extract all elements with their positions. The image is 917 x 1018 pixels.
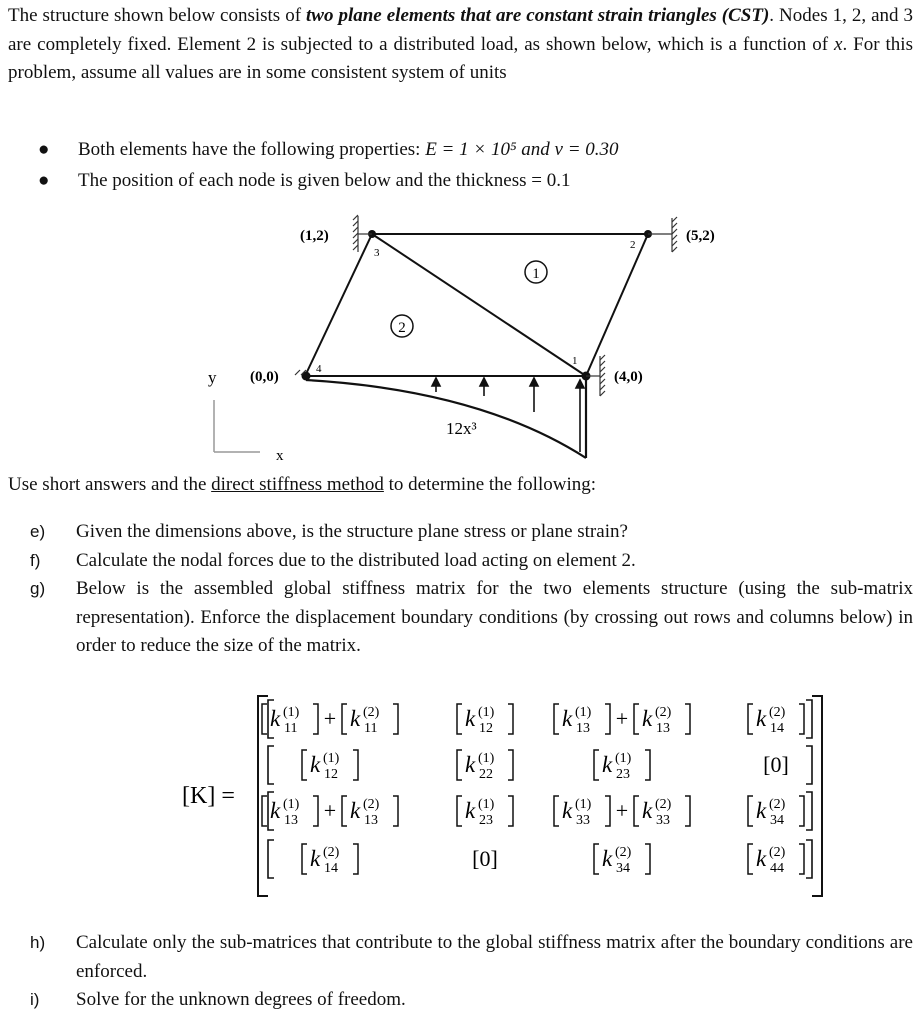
term-right-bracket — [645, 844, 650, 874]
term-right-bracket — [799, 844, 804, 874]
term-left-bracket — [262, 704, 267, 734]
intro-text-1: The structure shown below consists of — [8, 5, 307, 26]
element-2-label: 2 — [398, 320, 406, 336]
edge-diagonal — [372, 234, 586, 376]
term-index-subscript: 12 — [479, 721, 493, 736]
term-element-superscript: (1) — [478, 705, 495, 720]
term-element-superscript: (2) — [363, 797, 380, 812]
term-element-superscript: (2) — [655, 705, 672, 720]
intro-text-3: . For this problem, assume all values are in some consistent system of units — [8, 33, 913, 83]
matrix-cell-r2-c1 — [302, 750, 358, 782]
term-element-superscript: (2) — [615, 845, 632, 860]
matrix-cell-r4-c2 — [472, 846, 498, 871]
term-k-symbol: k — [562, 798, 573, 823]
bullet-thickness: ● The position of each node is given below and the thickness = 0.1 — [38, 165, 619, 196]
term-left-bracket — [457, 704, 462, 734]
load-arrows — [432, 378, 584, 452]
term-left-bracket — [342, 796, 347, 826]
node-4-label: 4 — [316, 363, 322, 375]
term-right-bracket — [353, 750, 358, 780]
term-k-symbol: k — [270, 798, 281, 823]
term-k-symbol: k — [602, 846, 613, 871]
term-index-subscript: 11 — [284, 721, 298, 736]
bullet-dot: ● — [38, 170, 50, 191]
question-e: e) Given the dimensions above, is the structure plane stress or plane strain? — [30, 521, 628, 542]
term-index-subscript: 14 — [770, 721, 784, 736]
term-left-bracket — [302, 750, 307, 780]
matrix-row-left-bracket — [268, 746, 274, 784]
question-g: g) Below is the assembled global stiffness matrix for the two elements structure (using the sub-matrix representation). Enforce the displacement boundary conditions (by crossing out rows and columns below) in order to reduce the size of the matrix. — [30, 578, 913, 656]
term-element-superscript: (2) — [363, 705, 380, 720]
term-left-bracket — [457, 796, 462, 826]
term-left-bracket — [634, 796, 639, 826]
term-k-symbol: k — [310, 752, 321, 777]
question-h: h) Calculate only the sub-matrices that contribute to the global stiffness matrix after the boundary conditions are enforced. — [30, 932, 913, 982]
question-i: i) Solve for the unknown degrees of freedom. — [30, 989, 406, 1010]
term-k-symbol: k — [270, 706, 281, 731]
term-k-symbol: k — [562, 706, 573, 731]
term-index-subscript: 23 — [479, 813, 493, 828]
matrix-cell-r2-c2 — [457, 750, 513, 782]
term-left-bracket — [554, 704, 559, 734]
material-properties-math: E = 1 × 10⁵ and v = 0.30 — [425, 139, 619, 160]
term-right-bracket — [393, 704, 398, 734]
term-k-symbol: k — [756, 706, 767, 731]
matrix-zero-term: [0] — [763, 752, 789, 777]
term-left-bracket — [634, 704, 639, 734]
term-index-subscript: 34 — [770, 813, 784, 828]
matrix-cell-r1-c4 — [748, 704, 804, 736]
matrix-plus-sign: + — [615, 798, 629, 823]
term-right-bracket — [685, 704, 690, 734]
matrix-zero-term: [0] — [472, 846, 498, 871]
matrix-right-bracket — [812, 696, 822, 896]
term-element-superscript: (1) — [575, 797, 592, 812]
edge-right — [586, 234, 648, 376]
questions-part-2 — [30, 929, 913, 1015]
term-element-superscript: (2) — [769, 845, 786, 860]
term-index-subscript: 13 — [364, 813, 378, 828]
term-left-bracket — [748, 704, 753, 734]
bullet-properties: ● Both elements have the following properties: E = 1 × 10⁵ and v = 0.30 — [38, 134, 619, 165]
term-element-superscript: (2) — [769, 705, 786, 720]
term-k-symbol: k — [465, 752, 476, 777]
matrix-cell-r3-c4 — [748, 796, 804, 828]
term-right-bracket — [508, 704, 513, 734]
term-left-bracket — [262, 796, 267, 826]
bullet-dot: ● — [38, 139, 50, 160]
term-k-symbol: k — [756, 798, 767, 823]
intro-bold-text: two plane elements that are constant strain triangles (CST) — [306, 5, 770, 26]
matrix-plus-sign: + — [323, 706, 337, 731]
node-1-label: 1 — [572, 355, 578, 367]
matrix-cell-r3-c1 — [262, 796, 398, 828]
question-f: f) Calculate the nodal forces due to the distributed load acting on element 2. — [30, 549, 636, 571]
matrix-cell-r4-c4 — [748, 844, 804, 876]
term-left-bracket — [748, 844, 753, 874]
matrix-cell-r4-c1 — [302, 844, 358, 876]
term-k-symbol: k — [465, 798, 476, 823]
term-element-superscript: (1) — [283, 705, 300, 720]
term-right-bracket — [508, 796, 513, 826]
matrix-cell-r4-c3 — [594, 844, 650, 876]
matrix-cell-r3-c3 — [554, 796, 690, 828]
term-left-bracket — [748, 796, 753, 826]
term-left-bracket — [594, 844, 599, 874]
element-1-label: 1 — [532, 266, 540, 282]
term-left-bracket — [554, 796, 559, 826]
term-left-bracket — [302, 844, 307, 874]
term-k-symbol: k — [642, 798, 653, 823]
term-right-bracket — [353, 844, 358, 874]
global-stiffness-matrix — [0, 690, 917, 910]
intro-x-var: x — [834, 33, 843, 55]
term-index-subscript: 13 — [576, 721, 590, 736]
term-right-bracket — [508, 750, 513, 780]
term-index-subscript: 12 — [324, 767, 338, 782]
coord-0-0: (0,0) — [250, 369, 279, 385]
term-index-subscript: 13 — [284, 813, 298, 828]
matrix-row-right-bracket — [806, 792, 812, 830]
term-right-bracket — [799, 704, 804, 734]
term-left-bracket — [457, 750, 462, 780]
term-right-bracket — [393, 796, 398, 826]
term-left-bracket — [594, 750, 599, 780]
matrix-cells — [262, 700, 812, 878]
node-3-label: 3 — [374, 247, 380, 259]
edge-left — [306, 234, 372, 374]
term-index-subscript: 22 — [479, 767, 493, 782]
term-k-symbol: k — [602, 752, 613, 777]
load-label: 12x³ — [446, 419, 477, 438]
axis-y-label: y — [208, 368, 217, 387]
term-right-bracket — [605, 796, 610, 826]
matrix-lhs: [K] = — [182, 783, 235, 809]
term-k-symbol: k — [465, 706, 476, 731]
term-k-symbol: k — [642, 706, 653, 731]
term-right-bracket — [313, 704, 318, 734]
coord-4-0: (4,0) — [614, 369, 643, 385]
matrix-cell-r2-c3 — [594, 750, 650, 782]
axis-x-label: x — [276, 448, 284, 464]
questions-part-1 — [30, 518, 913, 661]
term-k-symbol: k — [350, 706, 361, 731]
support-node-2 — [648, 217, 677, 252]
direct-stiffness-method-link: direct stiffness method — [211, 474, 384, 495]
term-element-superscript: (1) — [283, 797, 300, 812]
coord-5-2: (5,2) — [686, 228, 715, 244]
intro-text-2: . Nodes 1, 2, and 3 are completely fixed. Element 2 is subjected to a distributed load, as shown below, which is a function of — [8, 5, 913, 55]
matrix-row-right-bracket — [806, 746, 812, 784]
term-k-symbol: k — [310, 846, 321, 871]
term-element-superscript: (1) — [323, 751, 340, 766]
support-node-3 — [353, 215, 372, 252]
term-index-subscript: 11 — [364, 721, 378, 736]
term-index-subscript: 33 — [656, 813, 670, 828]
matrix-cell-r1-c2 — [457, 704, 513, 736]
term-index-subscript: 14 — [324, 861, 338, 876]
matrix-plus-sign: + — [323, 798, 337, 823]
term-element-superscript: (2) — [769, 797, 786, 812]
term-left-bracket — [342, 704, 347, 734]
term-k-symbol: k — [756, 846, 767, 871]
term-element-superscript: (2) — [655, 797, 672, 812]
structure-figure — [0, 0, 917, 470]
matrix-cell-r1-c3 — [554, 704, 690, 736]
matrix-cell-r3-c2 — [457, 796, 513, 828]
term-element-superscript: (1) — [575, 705, 592, 720]
term-k-symbol: k — [350, 798, 361, 823]
support-node-1 — [586, 355, 605, 396]
matrix-row-right-bracket — [806, 840, 812, 878]
term-index-subscript: 23 — [616, 767, 630, 782]
instructions-line: Use short answers and the direct stiffness method to determine the following: — [8, 474, 597, 495]
term-element-superscript: (2) — [323, 845, 340, 860]
term-right-bracket — [313, 796, 318, 826]
term-index-subscript: 13 — [656, 721, 670, 736]
term-right-bracket — [685, 796, 690, 826]
term-index-subscript: 34 — [616, 861, 630, 876]
coord-1-2: (1,2) — [300, 228, 329, 244]
node-2-label: 2 — [630, 239, 636, 251]
matrix-cell-r1-c1 — [262, 704, 398, 736]
matrix-row-right-bracket — [806, 700, 812, 738]
matrix-row-left-bracket — [268, 840, 274, 878]
matrix-cell-r2-c4 — [763, 752, 789, 777]
term-index-subscript: 33 — [576, 813, 590, 828]
term-element-superscript: (1) — [478, 797, 495, 812]
term-element-superscript: (1) — [615, 751, 632, 766]
term-right-bracket — [605, 704, 610, 734]
term-right-bracket — [645, 750, 650, 780]
matrix-plus-sign: + — [615, 706, 629, 731]
term-index-subscript: 44 — [770, 861, 784, 876]
term-element-superscript: (1) — [478, 751, 495, 766]
term-right-bracket — [799, 796, 804, 826]
